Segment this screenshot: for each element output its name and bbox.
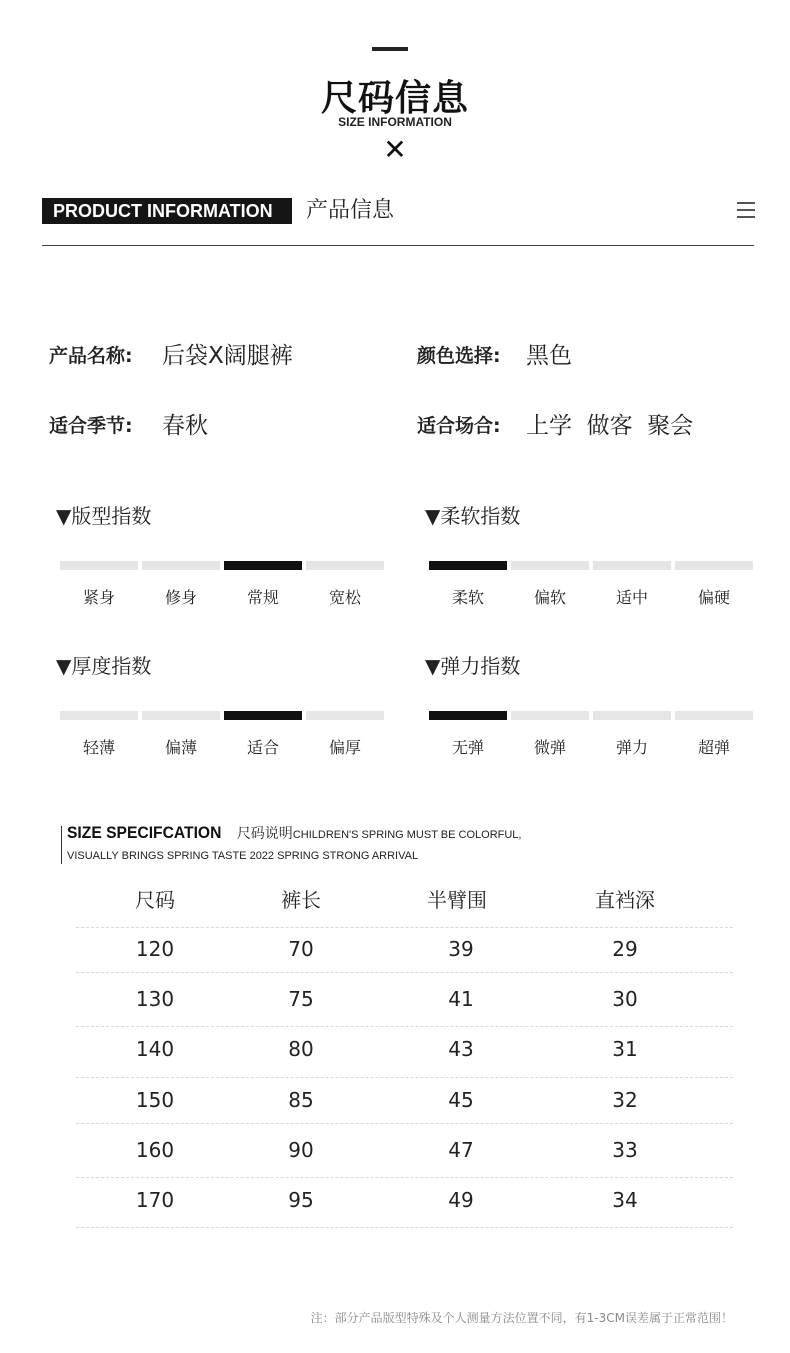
index-bar-segment — [142, 711, 220, 720]
section-divider — [42, 245, 754, 246]
spec-title-cn: 尺码说明 — [236, 826, 293, 842]
attr-value-name: 后袋X阔腿裤 — [162, 343, 293, 369]
table-divider — [76, 1227, 733, 1228]
index-bar-segment — [60, 561, 138, 570]
table-cell: 31 — [612, 1037, 638, 1061]
index-option-label: 偏硬 — [697, 588, 730, 607]
index-bar-segment — [306, 711, 384, 720]
table-divider — [76, 1026, 733, 1027]
fit-index-title: ▼版型指数 — [56, 504, 152, 528]
product-info-label-en: PRODUCT INFORMATION — [42, 198, 292, 224]
table-divider — [76, 1077, 733, 1078]
index-bar-segment — [511, 711, 589, 720]
index-bar-segment — [142, 561, 220, 570]
index-bar-segment — [306, 561, 384, 570]
index-option-label: 柔软 — [451, 588, 484, 607]
table-cell: 39 — [448, 937, 474, 961]
table-cell: 130 — [135, 987, 175, 1011]
table-cell: 85 — [288, 1088, 314, 1112]
table-cell: 160 — [135, 1138, 175, 1162]
index-bar-segment — [511, 561, 589, 570]
attr-value-occasion: 上学 做客 聚会 — [526, 413, 694, 439]
index-option-label: 微弹 — [533, 738, 566, 757]
table-divider — [76, 972, 733, 973]
index-bar-segment — [675, 711, 753, 720]
spec-title-en: SIZE SPECIFCATION — [67, 823, 222, 842]
close-icon: ✕ — [383, 133, 407, 166]
spec-accent-line — [61, 826, 62, 864]
index-option-label: 宽松 — [328, 588, 361, 607]
table-cell: 33 — [612, 1138, 638, 1162]
table-header-size: 尺码 — [135, 888, 175, 912]
table-cell: 30 — [612, 987, 638, 1011]
table-header-arm: 半臂围 — [427, 888, 487, 912]
index-option-label: 修身 — [164, 588, 197, 607]
attr-label-color: 颜色选择: — [417, 345, 501, 367]
spec-tagline-2: VISUALLY BRINGS SPRING TASTE 2022 SPRING STRONG ARRIVAL — [67, 850, 419, 862]
table-cell: 150 — [135, 1088, 175, 1112]
attr-label-occasion: 适合场合: — [417, 415, 501, 437]
table-cell: 43 — [448, 1037, 474, 1061]
table-cell: 80 — [288, 1037, 314, 1061]
index-option-label: 偏软 — [533, 588, 566, 607]
index-bar-segment — [429, 561, 507, 570]
thickness-index-title: ▼厚度指数 — [56, 654, 152, 678]
index-option-label: 常规 — [246, 588, 279, 607]
stretch-index-title: ▼弹力指数 — [425, 654, 521, 678]
table-divider — [76, 1177, 733, 1178]
product-info-label-cn: 产品信息 — [306, 198, 395, 223]
index-bar-segment — [593, 711, 671, 720]
index-option-label: 偏薄 — [164, 738, 197, 757]
page-subtitle: SIZE INFORMATION — [338, 115, 452, 129]
index-option-label: 轻薄 — [82, 738, 115, 757]
spec-tagline-1: CHILDREN'S SPRING MUST BE COLORFUL, — [292, 829, 522, 841]
table-divider — [76, 927, 733, 928]
index-bar-segment — [224, 711, 302, 720]
table-cell: 90 — [288, 1138, 314, 1162]
table-cell: 45 — [448, 1088, 474, 1112]
attr-value-season: 春秋 — [162, 413, 208, 439]
index-option-label: 紧身 — [82, 588, 115, 607]
index-option-label: 超弹 — [697, 738, 730, 757]
index-option-label: 偏厚 — [328, 738, 361, 757]
index-bar-segment — [60, 711, 138, 720]
table-cell: 47 — [448, 1138, 474, 1162]
attr-label-name: 产品名称: — [49, 345, 133, 367]
menu-icon — [737, 202, 755, 218]
table-cell: 70 — [288, 937, 314, 961]
index-option-label: 无弹 — [451, 738, 484, 757]
index-bar-segment — [675, 561, 753, 570]
index-option-label: 适合 — [246, 738, 279, 757]
attr-label-season: 适合季节: — [49, 415, 133, 437]
index-option-label: 弹力 — [615, 738, 648, 757]
index-bar-segment — [224, 561, 302, 570]
table-divider — [76, 1123, 733, 1124]
index-bar-segment — [593, 561, 671, 570]
table-header-rise: 直裆深 — [595, 888, 655, 912]
table-cell: 95 — [288, 1188, 314, 1212]
footnote: 注：部分产品版型特殊及个人测量方法位置不同，有1-3CM误差属于正常范围！ — [310, 1311, 733, 1325]
table-cell: 75 — [288, 987, 314, 1011]
table-cell: 120 — [135, 937, 175, 961]
header-dash — [372, 47, 408, 51]
table-cell: 140 — [135, 1037, 175, 1061]
index-bar-segment — [429, 711, 507, 720]
table-cell: 41 — [448, 987, 474, 1011]
softness-index-title: ▼柔软指数 — [425, 504, 521, 528]
table-cell: 170 — [135, 1188, 175, 1212]
table-cell: 29 — [612, 937, 638, 961]
table-cell: 32 — [612, 1088, 638, 1112]
table-cell: 49 — [448, 1188, 474, 1212]
index-option-label: 适中 — [615, 588, 648, 607]
spec-heading — [67, 823, 521, 843]
page-title: 尺码信息 — [320, 78, 469, 119]
table-header-length: 裤长 — [281, 888, 321, 912]
attr-value-color: 黑色 — [526, 343, 572, 369]
table-cell: 34 — [612, 1188, 638, 1212]
